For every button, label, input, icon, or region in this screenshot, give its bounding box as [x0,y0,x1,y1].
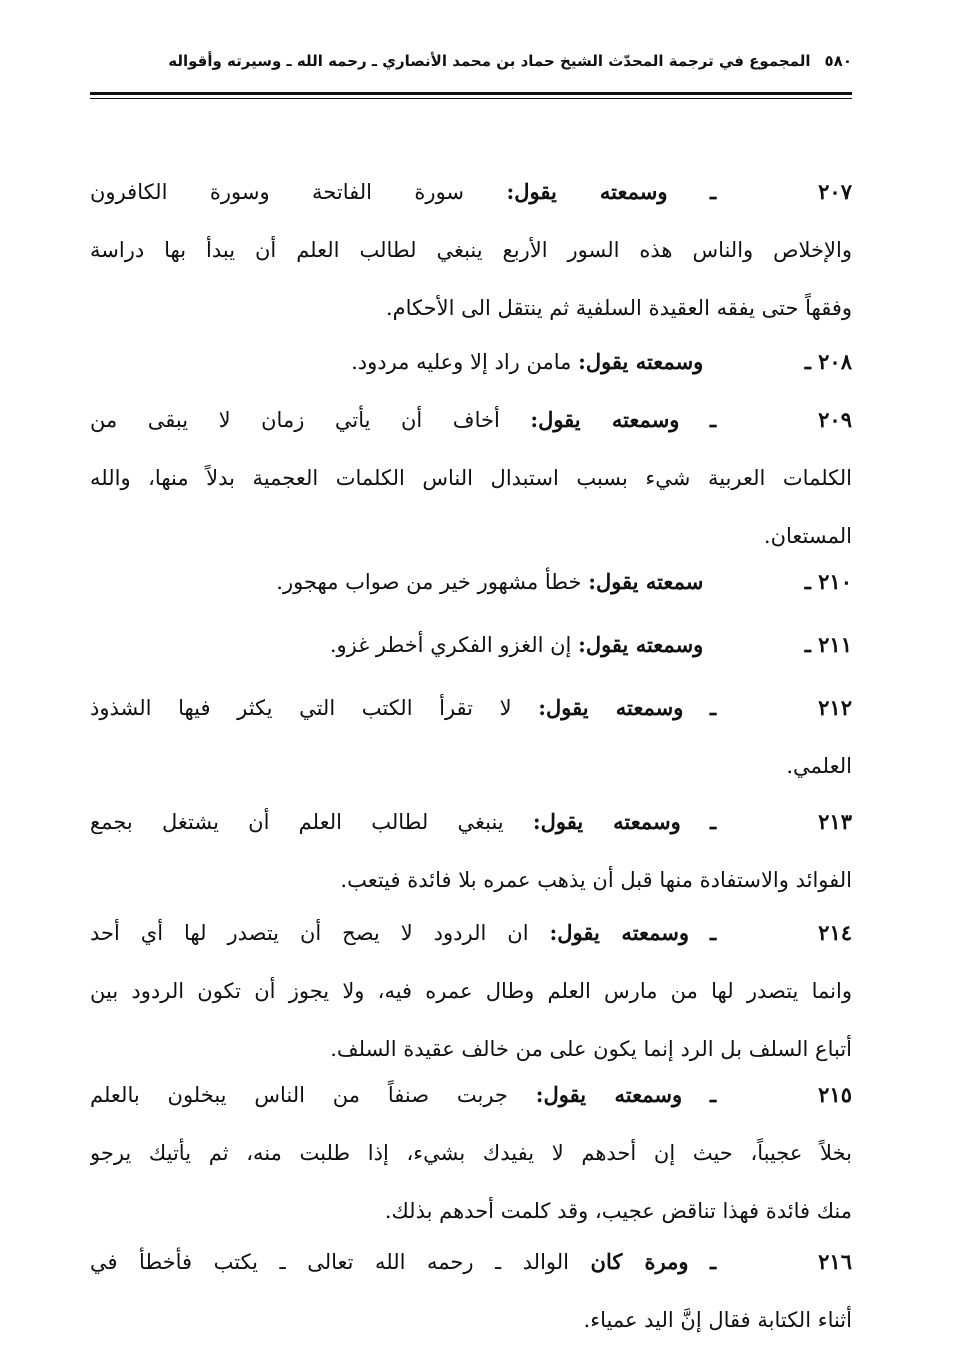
entry-text: جربت صنفاً من الناس يبخلون بالعلم [90,1083,508,1107]
entry-first-line [90,170,852,228]
entry-number: ٢١٦ ـ [709,1249,852,1274]
entry-line: والإخلاص والناس هذه السور الأربع ينبغي لطالب العلم أن يبدأ بها دراسة [90,238,852,262]
entry-line: المستعان. [763,524,852,548]
entry-216 [90,1240,852,1356]
entry-lead: وسمعته يقول: [506,179,668,204]
entry-first-line [90,623,852,681]
entry-first-line [90,686,852,744]
entry-number: ٢١٣ ـ [709,809,852,834]
entry-line: بخلاً عجيباً، حيث إن أحدهم لا يفيدك بشيء، إذا طلبت منه، ثم يأتيك يرجو [90,1141,852,1165]
entry-number: ٢١٢ ـ [710,695,852,720]
header-rule-thick [90,92,852,95]
entry-text: ان الردود لا يصح أن يتصدر لها أي أحد [90,921,529,945]
entry-text: ينبغي لطالب العلم أن يشتغل بجمع [90,810,504,834]
entry-lead: وسمعته يقول: [549,920,690,945]
entry-line: أثناء الكتابة فقال إنَّ اليد عمياء. [583,1308,852,1332]
entry-first-line [90,340,852,398]
entry-line: منك فائدة فهذا تناقض عجيب، وقد كلمت أحدهم بذلك. [384,1199,852,1223]
entry-lead: وسمعته يقول: [578,632,704,657]
entry-lead: سمعته يقول: [588,569,704,594]
entry-207 [90,170,852,344]
entry-214 [90,911,852,1085]
entry-line: الفوائد والاستفادة منها قبل أن يذهب عمره بلا فائدة فيتعب. [340,868,852,892]
entry-line: العلمي. [786,754,852,778]
page-number: ٥٨٠ [824,52,852,70]
entry-210 [90,560,852,618]
entry-text: إن الغزو الفكري أخطر غزو. [329,633,572,657]
entry-first-line [90,800,852,858]
entry-number: ٢١٠ ـ [804,569,852,594]
entry-number: ٢٠٨ ـ [804,349,852,374]
entry-lead: وسمعته يقول: [530,407,680,432]
entry-text: لا تقرأ الكتب التي يكثر فيها الشذوذ [90,696,512,720]
entry-first-line [90,560,852,618]
entry-first-line [90,398,852,456]
entry-number: ٢٠٧ ـ [710,179,852,204]
entry-number: ٢١١ ـ [804,632,852,657]
entry-lead: وسمعته يقول: [535,1082,683,1107]
entry-first-line [90,911,852,969]
entry-208 [90,340,852,398]
entry-text: أخاف أن يأتي زمان لا يبقى من [90,408,500,432]
entry-line: أتباع السلف بل الرد إنما يكون على من خالف عقيدة السلف. [330,1037,852,1061]
running-title: المجموع في ترجمة المحدّث الشيخ حماد بن محمد الأنصاري ـ رحمه الله ـ وسيرته وأقواله [168,52,811,70]
entry-213 [90,800,852,916]
entry-211 [90,623,852,681]
entry-lead: وسمعته يقول: [538,695,684,720]
header-rule-thin [90,98,852,99]
entry-text: سورة الفاتحة وسورة الكافرون [90,180,465,204]
entry-lead: وسمعته يقول: [532,809,681,834]
entry-line: وفقهاً حتى يفقه العقيدة السلفية ثم ينتقل الى الأحكام. [385,296,852,320]
entry-215 [90,1073,852,1247]
entry-lead: ومرة كان [590,1249,689,1274]
entry-number: ٢٠٩ ـ [709,407,852,432]
entry-212 [90,686,852,802]
entry-first-line [90,1240,852,1298]
entry-number: ٢١٥ ـ [709,1082,852,1107]
page-header [90,44,852,78]
entry-text: مامن راد إلا وعليه مردود. [351,350,572,374]
entry-line: الكلمات العربية شيء بسبب استبدال الناس الكلمات العجمية بدلاً منها، والله [90,466,852,490]
entry-209 [90,398,852,572]
entry-lead: وسمعته يقول: [578,349,704,374]
entry-text: خطأ مشهور خير من صواب مهجور. [276,570,582,594]
entry-text: الوالد ـ رحمه الله تعالى ـ يكتب فأخطأ في [90,1250,569,1274]
entry-line: وانما يتصدر لها من مارس العلم وطال عمره فيه، ولا يجوز أن تكون الردود بين [90,979,852,1003]
entry-number: ٢١٤ ـ [710,920,852,945]
entry-first-line [90,1073,852,1131]
